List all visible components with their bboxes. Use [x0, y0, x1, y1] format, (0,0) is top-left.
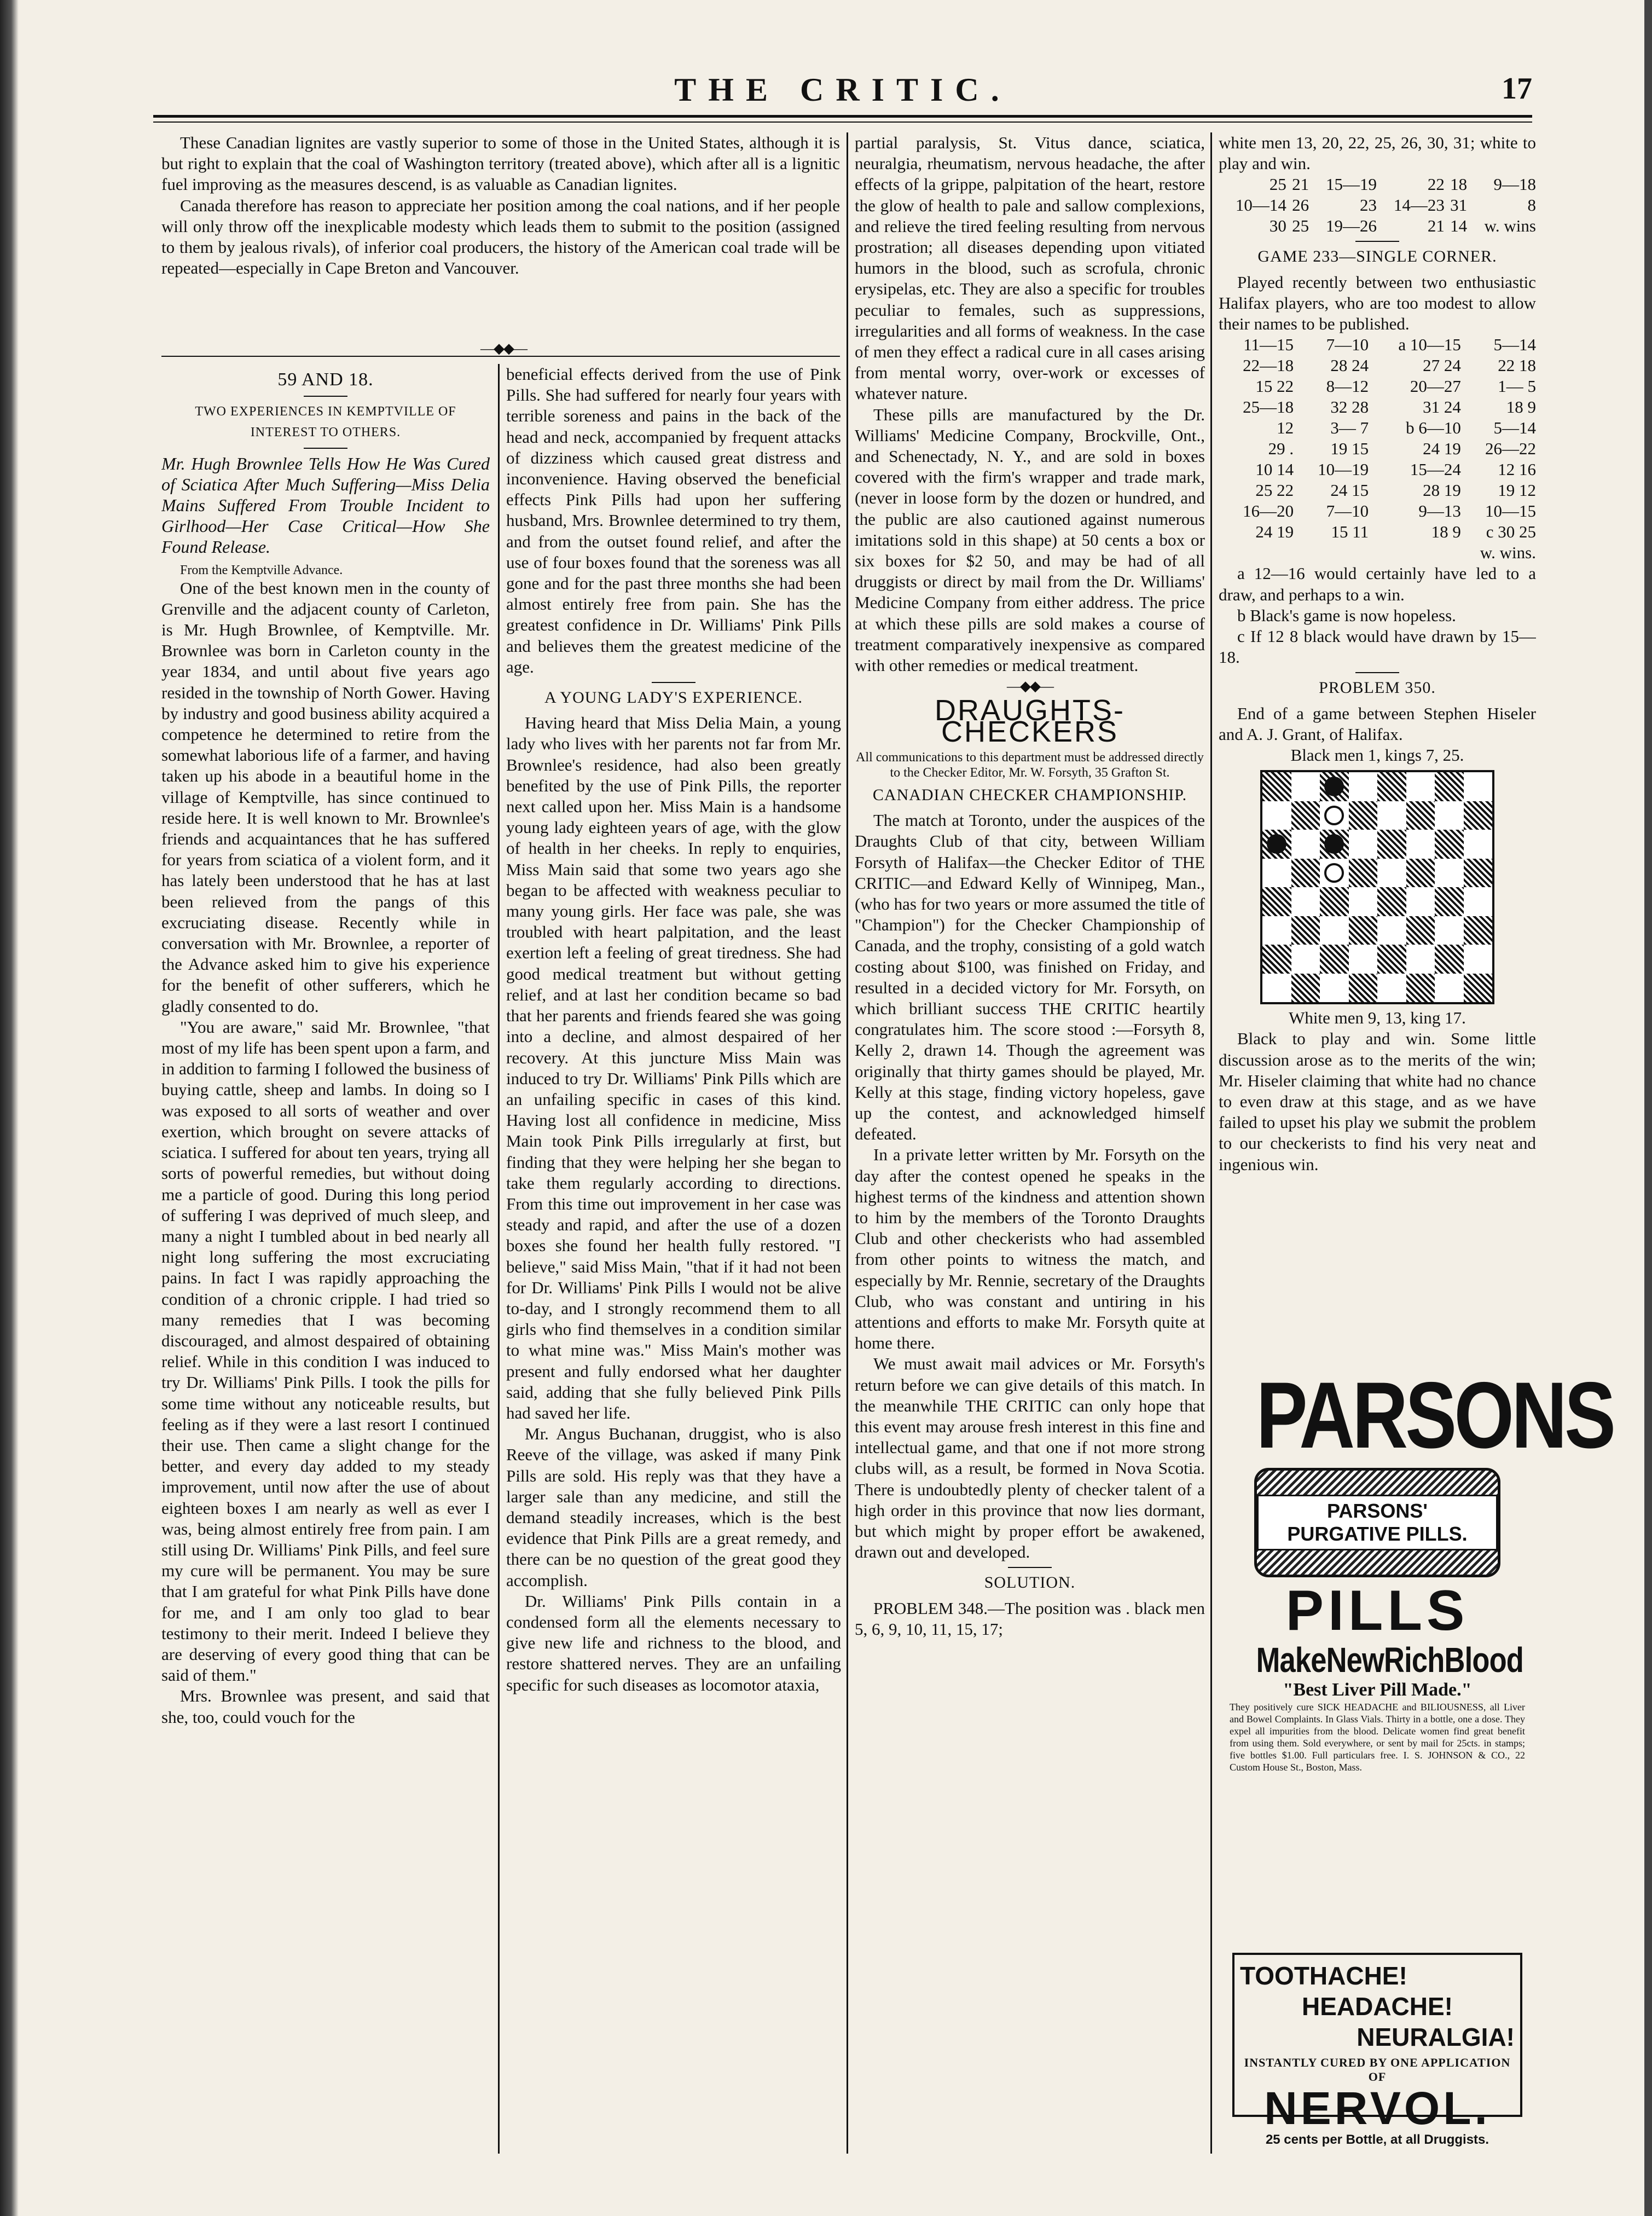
board-square — [1435, 830, 1464, 859]
board-square — [1435, 801, 1464, 830]
game-move-cell: 24 19 — [1423, 439, 1461, 459]
game-move-cell: 10 14 — [1255, 460, 1294, 479]
board-square — [1435, 945, 1464, 974]
article-col3-paragraph-2: These pills are manufactured by the Dr. Williams' Medicine Company, Brockville, Ont., and Schenectady, N. Y., and are sold in boxes covered with the firm's wrapper and trade mark, (never in loose form by the dozen or hundred, and the public are also cautioned against numerous imitations sold in this shape) at 50 cents a box or six boxes for $2 50, and may be had of all druggists or direct by mail from the Dr. Williams' Medicine Company from either address. The price at which these pills are sold makes a course of treatment comparatively inexpensive as compared with other remedies or medical treatment. — [855, 404, 1205, 675]
solution-move-cell: 30 — [1269, 216, 1286, 236]
game-move-cell: 18 9 — [1506, 397, 1536, 417]
board-square — [1262, 859, 1291, 888]
board-square — [1262, 974, 1291, 1003]
board-square — [1349, 887, 1378, 916]
game-move-cell: 18 9 — [1431, 522, 1461, 542]
game-move-cell: 24 19 — [1255, 522, 1294, 542]
board-square — [1435, 887, 1464, 916]
black-piece — [1324, 834, 1344, 854]
board-square — [1262, 916, 1291, 945]
board-square — [1464, 859, 1493, 888]
game-intro: Played recently between two enthusiastic Halifax players, who are too modest to allow their names to be published. — [1219, 272, 1536, 334]
section-ornament: —◆◆— — [480, 340, 526, 356]
board-square — [1291, 916, 1320, 945]
article-col1-paragraph-1: One of the best known men in the county of Grenville and the adjacent county of Carleton, is Mr. Hugh Brownlee, of Kemptville. Mr. Brownlee was born in Carleton county in the year 1834, and until about five years ago resided in the township of North Gower. Having by industry and good business ability acquired a competence he determined to retire from the somewhat laborious life of a farmer, and having taken up his abode in a beautiful home in the village of Kemptville, has since continued to reside here. It is well known to Mr. Brownlee's friends and acquaintances that he has suffered for years from sciatica of a violent form, and it has lately been understood that he has at last been relieved from the pangs of this excruciating disease. Recently while in conversation with Mr. Brownlee, a reporter of the Advance asked him to give his experience for the benefit of other sufferers, which he gladly consented to do. — [161, 578, 490, 1016]
board-square — [1464, 830, 1493, 859]
solution-move-cell: 18 — [1450, 175, 1468, 194]
game-move-row — [1219, 355, 1536, 376]
lignite-paragraph-2: Canada therefore has reason to appreciate her position among the coal nations, and if her people will only throw off the inexplicable modesty which leads them to submit to the position (assigned to them by jealous rivals), of inferior coal producers, the history of the American coal trade will be repeated—especially in Cape Breton and Vancouver. — [161, 195, 840, 278]
board-square — [1262, 772, 1291, 801]
masthead-title: THE CRITIC. — [674, 72, 1011, 108]
board-square — [1406, 974, 1435, 1003]
nervol-headache: HEADACHE! — [1302, 1992, 1453, 2021]
parsons-body: They positively cure SICK HEADACHE and BILIOUSNESS, all Liver and Bowel Complaints. In Glass Vials. Thirty in a bottle, one a dose. They expel all impurities from the blood. Delicate women find great benefit from using them. Sold everywhere, or sent by mail for 25cts. in stamps; five bottles $1.00. Full particulars free. I. S. JOHNSON & CO., 22 Custom House St., Boston, Mass. — [1230, 1702, 1525, 1773]
game-move-cell: 11—15 — [1243, 335, 1294, 355]
checkers-paragraph-1: The match at Toronto, under the auspices of the Draughts Club of that city, between William Forsyth of Halifax—the Checker Editor of THE CRITIC—and Edward Kelly of Winnipeg, Man., (who has for two years or more assumed the title of "Champion") for the Checker Championship of Canada, and the trophy, consisting of a gold watch costing about $100, was finished on Friday, and resulted in a decided victory for Mr. Forsyth, on which brilliant success THE CRITIC heartily congratulates him. The score stood :—Forsyth 8, Kelly 2, drawn 14. Though the agreement was originally that thirty games should be played, Mr. Kelly at this stage, finding victory hopeless, gave up the contest, and acknowledged himself defeated. — [855, 811, 1205, 1144]
article-col3-paragraph-1: partial paralysis, St. Vitus dance, sciatica, neuralgia, rheumatism, nervous headache, the after effects of la grippe, palpitation of the heart, restore the glow of health to pale and sallow complexions, and relieve the tired feeling resulting from nervous prostration; all diseases depending upon vitiated humors in the blood, such as scrofula, chronic erysipelas, etc. They are also a specific for troubles peculiar to females, such as suppressions, irregularities and all forms of weakness. In the case of men they effect a radical cure in all cases arising from mental worry, over-work or excesses of whatever nature. — [855, 133, 1205, 403]
checkers-notice: All communications to this department must be addressed directly to the Checker Editor, Mr. W. Forsyth, 35 Grafton St. — [856, 750, 1204, 780]
game-move-cell: 25 22 — [1255, 481, 1294, 500]
col2-dash — [652, 682, 695, 683]
nervol-cure-line: INSTANTLY CURED BY ONE APPLICATION OF — [1244, 2056, 1511, 2084]
column-rule-1 — [498, 364, 500, 2154]
board-square — [1320, 801, 1349, 830]
game-move-cell: 12 — [1277, 418, 1294, 438]
article-subhead: TWO EXPERIENCES IN KEMPTVILLE OF INTEREST TO OTHERS. — [195, 404, 456, 440]
solution-move-cell: 9—18 — [1493, 175, 1536, 194]
board-square — [1320, 859, 1349, 888]
solution-move-cell: 26 — [1292, 195, 1309, 215]
checkers-title: DRAUGHTS-CHECKERS — [935, 694, 1125, 748]
checkers-column-4 — [1219, 132, 1536, 1364]
header-rule-thick — [153, 115, 1532, 118]
solution-move-cell: 10—14 — [1235, 195, 1286, 215]
championship-head: CANADIAN CHECKER CHAMPIONSHIP. — [872, 785, 1187, 804]
header-rule-thin — [153, 121, 1532, 123]
game-move-cell: 16—20 — [1243, 501, 1294, 521]
game-move-cell: 20—27 — [1410, 377, 1461, 396]
board-square — [1291, 772, 1320, 801]
article-deck: Mr. Hugh Brownlee Tells How He Was Cured of Sciatica After Much Suffering—Miss Delia Mains Suffered From Trouble Incident to Girlhood—Her Case Critical—How She Found Release. — [161, 453, 490, 557]
game-move-row — [1219, 522, 1536, 542]
masthead-row — [153, 71, 1532, 109]
board-square — [1349, 801, 1378, 830]
column-rule-3 — [1210, 132, 1212, 2154]
board-square — [1320, 830, 1349, 859]
problem-dash — [1355, 672, 1399, 673]
game-move-cell: 28 19 — [1423, 481, 1461, 500]
article-col2-paragraph-1: beneficial effects derived from the use of Pink Pills. She had suffered for nearly four years with terrible soreness and pains in the back of the head and neck, accompanied by frequent attacks of dizziness which caused great distress and inconvenience. Having observed the beneficial effects Pink Pills had upon her suffering husband, Mrs. Brownlee determined to try them, and from the outset found relief, and after the use of four boxes found that the soreness was all gone and for the past three months she had been almost entirely free from pain. She has the greatest confidence in Dr. Williams' Pink Pills and believes them the greatest medicine of the age. — [506, 364, 841, 676]
solution-move-cell: w. wins — [1484, 216, 1536, 236]
board-square — [1349, 974, 1378, 1003]
parsons-slogan: MakeNewRichBlood — [1256, 1640, 1524, 1680]
game-move-row — [1219, 334, 1536, 355]
solution-move-row — [1219, 216, 1536, 236]
board-square — [1377, 830, 1406, 859]
page-binding-edge — [0, 0, 19, 2216]
headline-dash — [304, 396, 347, 397]
game-move-cell: 12 16 — [1498, 460, 1536, 479]
board-square — [1406, 916, 1435, 945]
article-col1-paragraph-3: Mrs. Brownlee was present, and said that she, too, could vouch for the — [161, 1686, 490, 1727]
black-piece — [1324, 777, 1344, 796]
parsons-tagline: "Best Liver Pill Made." — [1283, 1680, 1472, 1700]
solution-move-cell: 21 — [1427, 216, 1445, 236]
game-move-cell: 15—24 — [1410, 460, 1461, 479]
nervol-ad — [1232, 1953, 1522, 2147]
game-move-cell: 5—14 — [1493, 335, 1536, 355]
solution-move-row — [1219, 174, 1536, 195]
board-square — [1320, 945, 1349, 974]
lignite-article — [161, 132, 840, 362]
board-square — [1291, 887, 1320, 916]
board-square — [1464, 801, 1493, 830]
game-note-c: c If 12 8 black would have drawn by 15—18. — [1219, 627, 1536, 667]
checkers-paragraph-2: In a private letter written by Mr. Forsyth on the day after the contest opened he speaks in the highest terms of the kindness and attention shown to him by the members of the Toronto Draughts Club and other checkerists who had assembled from other points to witness the match, and especially by Mr. Rennie, secretary of the Draughts Club, who was constant and untiring in his attentions and efforts to make Mr. Forsyth quite at home there. — [855, 1145, 1205, 1353]
game-note-a: a 12—16 would certainly have led to a draw, and perhaps to a win. — [1219, 564, 1536, 604]
col3-ornament: —◆◆— — [1007, 678, 1053, 695]
game-move-cell: 26—22 — [1485, 439, 1536, 459]
board-square — [1262, 887, 1291, 916]
solution-move-cell: 25 — [1269, 175, 1286, 194]
game-move-cell: 7—10 — [1326, 501, 1369, 521]
problem-intro: End of a game between Stephen Hiseler and A. J. Grant, of Halifax. — [1219, 703, 1536, 744]
problem-black-men: Black men 1, kings 7, 25. — [1290, 745, 1464, 765]
article-col1-paragraph-2: "You are aware," said Mr. Brownlee, "that most of my life has been spent upon a farm, and in addition to farming I followed the business of buying cattle, sheep and lambs. In doing so I was exposed to all sorts of weather and over exertion, which brought on severe attacks of sciatica. I suffered for about ten years, trying all sorts of powerful remedies, but without doing me a particle of good. During this long period of suffering I was deprived of much sleep, and many a night I tumbled about in bed nearly all night long suffering the most excruciating pains. In fact I was rapidly approaching the condition of a chronic cripple. I had tried so many remedies that I was becoming discouraged, and almost despaired of obtaining relief. While in this condition I was induced to try Dr. Williams' Pink Pills. I took the pills for some time without any noticeable results, but feeling as if they were a last resort I continued their use. Then came a slight change for the better, and every day added to my steady improvement, until now after the use of about eighteen boxes I am nearly as well as ever I was, being almost entirely free from pain. I am still using Dr. Williams' Pink Pills, and feel sure my cure will be permanent. You may be sure that I am grateful for what Pink Pills have done for me, and I am only too glad to bear testimony to their merit. Indeed I believe they are deserving of every good thing that can be said of them." — [161, 1017, 490, 1685]
game-move-cell: 31 24 — [1423, 397, 1461, 417]
game-move-cell: 25—18 — [1243, 397, 1294, 417]
board-square — [1377, 945, 1406, 974]
board-square — [1406, 830, 1435, 859]
article-column-2 — [506, 364, 841, 2154]
board-square — [1406, 945, 1435, 974]
board-square — [1377, 772, 1406, 801]
problem-head: PROBLEM 350. — [1319, 679, 1436, 697]
game-move-cell: 10—15 — [1485, 501, 1536, 521]
board-square — [1262, 801, 1291, 830]
game-move-cell: a 10—15 — [1398, 335, 1461, 355]
solution-move-cell: 22 — [1427, 175, 1445, 194]
article-col2-paragraph-4: Dr. Williams' Pink Pills contain in a condensed form all the elements necessary to give new life and richness to the blood, and restore shattered nerves. They are an unfailing specific for such diseases as locomotor ataxia, — [506, 1591, 841, 1694]
board-square — [1377, 887, 1406, 916]
lignite-end-rule — [161, 356, 840, 357]
game-move-row — [1219, 397, 1536, 418]
game-result: w. wins. — [1480, 543, 1536, 563]
nervol-brand: NERVOL. — [1264, 2082, 1491, 2134]
game-move-cell: 27 24 — [1423, 356, 1461, 375]
page-number: 17 — [1502, 72, 1532, 106]
board-square — [1377, 974, 1406, 1003]
solution-moves-table — [1219, 174, 1536, 236]
game-move-row — [1219, 501, 1536, 522]
board-square — [1435, 859, 1464, 888]
game-move-cell: b 6—10 — [1406, 418, 1461, 438]
solution-move-cell: 23 — [1360, 195, 1377, 215]
article-headline: 59 AND 18. — [277, 369, 374, 390]
board-square — [1320, 887, 1349, 916]
game-move-row — [1219, 480, 1536, 501]
young-lady-subhead: A YOUNG LADY'S EXPERIENCE. — [544, 688, 803, 707]
nervol-toothache: TOOTHACHE! — [1240, 1962, 1407, 1990]
parsons-banner-label: PARSONS' PURGATIVE PILLS. — [1257, 1495, 1498, 1550]
game-note-b: b Black's game is now hopeless. — [1237, 605, 1456, 625]
solution-dash — [1008, 1567, 1052, 1568]
game-move-cell: 24 15 — [1330, 481, 1369, 500]
board-square — [1406, 859, 1435, 888]
board-square — [1377, 859, 1406, 888]
board-square — [1349, 772, 1378, 801]
solution-move-row — [1219, 195, 1536, 216]
solution-move-cell: 25 — [1292, 216, 1309, 236]
board-square — [1349, 945, 1378, 974]
game-move-cell: 29 . — [1268, 439, 1294, 459]
board-square — [1464, 916, 1493, 945]
game-move-cell: 1— 5 — [1498, 377, 1536, 396]
game-dash — [1355, 241, 1399, 242]
board-square — [1291, 945, 1320, 974]
black-piece — [1267, 834, 1286, 854]
white-piece — [1324, 806, 1344, 825]
game-move-row — [1219, 418, 1536, 438]
game-move-cell: 8—12 — [1326, 377, 1369, 396]
board-square — [1291, 801, 1320, 830]
game-move-cell: 19 12 — [1498, 481, 1536, 500]
board-square — [1291, 830, 1320, 859]
problem-348-white: white men 13, 20, 22, 25, 26, 30, 31; white to play and win. — [1219, 133, 1536, 173]
checker-board — [1260, 770, 1494, 1004]
game-move-cell: 7—10 — [1326, 335, 1369, 355]
game-move-row — [1219, 459, 1536, 480]
problem-white-men: White men 9, 13, king 17. — [1289, 1008, 1466, 1028]
solution-move-cell: 15—19 — [1326, 175, 1377, 194]
game-move-cell: 28 24 — [1330, 356, 1369, 375]
article-col2-paragraph-2: Having heard that Miss Delia Main, a young lady who lives with her parents not far from Mr. Brownlee's residence, had also been greatly benefited by the use of Pink Pills, the reporter next called upon her. Miss Main is a handsome young lady eighteen years of age, with the glow of health in her cheeks. In reply to enquiries, Miss Main said that some two years ago she began to be affected with weakness peculiar to many young girls. Her face was pale, she was troubled with heart palpitation, and the least exertion left a feeling of great tiredness. She had good medical treatment but without getting relief, and at last her condition became so bad that her parents and friends feared she was going into a decline, and almost despaired of her recovery. At this juncture Miss Main was induced to try Dr. Williams' Pink Pills which are an unfailing specific in cases of this kind. Having lost all confidence in medicine, Miss Main took Pink Pills irregularly at first, but finding that they were helping her she began to take them regularly according to directions. From this time out improvement in her case was steady and rapid, and after the use of a dozen boxes she found her health fully restored. "I believe," said Miss Main, "that if it had not been for Dr. Williams' Pink Pills I would not be alive to-day, and I strongly recommend them to all girls who find themselves in a condition similar to what mine was." Miss Main's mother was present and fully endorsed what her daughter said, adding that she fully believed Pink Pills had saved her life. — [506, 713, 841, 1422]
game-move-cell: 15 11 — [1331, 522, 1369, 542]
page-right-edge — [1644, 0, 1652, 2216]
game-move-cell: 10—19 — [1318, 460, 1369, 479]
problem-text: Black to play and win. Some little discussion arose as to the merits of the win; Mr. Hiseler claiming that white had no chance to even draw at this stage, and as we have failed to upset his play we submit the problem to our checkerists to find his very neat and ingenious win. — [1219, 1029, 1536, 1174]
solution-move-cell: 21 — [1292, 175, 1309, 194]
game-move-cell: 15 22 — [1255, 377, 1294, 396]
board-square — [1406, 801, 1435, 830]
white-piece — [1324, 863, 1344, 883]
parsons-title: PARSONS — [1256, 1363, 1614, 1468]
checkers-paragraph-3: We must await mail advices or Mr. Forsyth's return before we can give details of this match. In the meanwhile THE CRITIC can only hope that this event may arouse fresh interest in this fine and intellectual game, and that one if not more strong clubs will, as a result, be formed in Nova Scotia. There is undoubtedly plenty of checker talent of a high order in this province that now lies dormant, but which might by proper effort be awakened, drawn out and developed. — [855, 1354, 1205, 1562]
board-square — [1349, 830, 1378, 859]
board-square — [1435, 772, 1464, 801]
board-square — [1291, 859, 1320, 888]
game-head: GAME 233—SINGLE CORNER. — [1257, 247, 1497, 266]
column-rule-2 — [847, 132, 848, 2154]
pills-word: PILLS — [1285, 1579, 1469, 1642]
article-column-1 — [161, 364, 490, 2154]
article-col2-paragraph-3: Mr. Angus Buchanan, druggist, who is also Reeve of the village, was asked if many Pink Pills are sold. His reply was that they have a larger sale than any medicine, and still the demand steadily increases, which is the best evidence that Pink Pills are a great remedy, and there can be no question of the great good they accomplish. — [506, 1424, 841, 1590]
nervol-price: 25 cents per Bottle, at all Druggists. — [1265, 2132, 1489, 2147]
solution-move-cell: 8 — [1527, 195, 1536, 215]
board-square — [1262, 945, 1291, 974]
board-square — [1464, 772, 1493, 801]
parsons-pills-ad — [1230, 1363, 1614, 1946]
solution-move-cell: 14—23 — [1393, 195, 1445, 215]
board-square — [1320, 974, 1349, 1003]
solution-text: PROBLEM 348.—The position was . black men 5, 6, 9, 10, 11, 15, 17; — [855, 1598, 1205, 1639]
board-square — [1320, 916, 1349, 945]
solution-move-cell: 31 — [1450, 195, 1468, 215]
subhead-dash — [304, 448, 347, 449]
solution-move-cell: 14 — [1450, 216, 1468, 236]
game-move-cell: 9—13 — [1418, 501, 1461, 521]
board-square — [1435, 916, 1464, 945]
board-square — [1406, 772, 1435, 801]
solution-move-cell: 19—26 — [1326, 216, 1377, 236]
board-square — [1464, 974, 1493, 1003]
board-square — [1349, 859, 1378, 888]
board-square — [1464, 887, 1493, 916]
article-column-3 — [855, 132, 1205, 2157]
game-move-cell: 3— 7 — [1330, 418, 1369, 438]
board-square — [1291, 974, 1320, 1003]
article-source: From the Kemptville Advance. — [180, 563, 343, 577]
board-square — [1377, 916, 1406, 945]
game-move-cell: 19 15 — [1330, 439, 1369, 459]
board-square — [1349, 916, 1378, 945]
parsons-pill-box-illustration — [1254, 1468, 1500, 1577]
solution-head: SOLUTION. — [984, 1573, 1076, 1592]
nervol-neuralgia: NEURALGIA! — [1357, 2023, 1515, 2051]
board-square — [1320, 772, 1349, 801]
board-square — [1377, 801, 1406, 830]
game-move-cell: 32 28 — [1330, 397, 1369, 417]
board-square — [1406, 887, 1435, 916]
game-move-cell: 22—18 — [1243, 356, 1294, 375]
board-square — [1262, 830, 1291, 859]
board-square — [1464, 945, 1493, 974]
game-move-row — [1219, 438, 1536, 459]
board-square — [1435, 974, 1464, 1003]
lignite-paragraph-1: These Canadian lignites are vastly superior to some of those in the United States, although it is but right to explain that the coal of Washington territory (treated above), which after all is a lignitic fuel improving as the measures descend, is as valuable as Canadian lignites. — [161, 133, 840, 194]
game-move-cell: 22 18 — [1498, 356, 1536, 375]
game-move-cell: c 30 25 — [1486, 522, 1536, 542]
game-move-cell: 5—14 — [1493, 418, 1536, 438]
game-moves-table — [1219, 334, 1536, 542]
game-move-row — [1219, 376, 1536, 397]
